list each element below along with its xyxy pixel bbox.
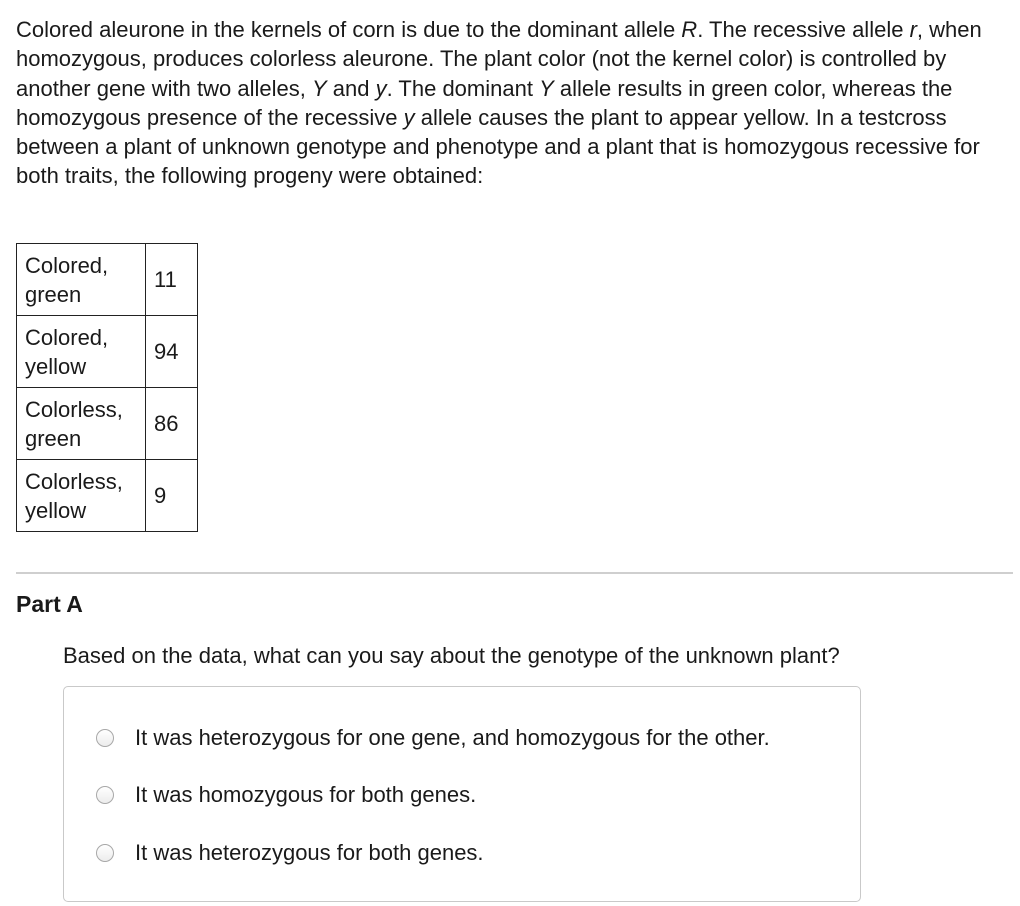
- table-row: [17, 244, 198, 316]
- answer-option-1[interactable]: [96, 723, 770, 752]
- table-row: [17, 316, 198, 388]
- option-label[interactable]: It was homozygous for both genes.: [135, 782, 477, 807]
- question-text: Based on the data, what can you say about the genotype of the unknown plant?: [63, 643, 840, 668]
- progeny-table: [16, 243, 198, 532]
- phenotype-cell: Colorless, green: [17, 388, 146, 460]
- radio-button[interactable]: [96, 786, 114, 804]
- phenotype-cell: Colorless, yellow: [17, 460, 146, 532]
- count-cell: 11: [146, 244, 198, 316]
- table-row: [17, 460, 198, 532]
- count-cell: 94: [146, 316, 198, 388]
- count-cell: 9: [146, 460, 198, 532]
- part-title: Part A: [16, 591, 83, 617]
- radio-button[interactable]: [96, 729, 114, 747]
- phenotype-cell: Colored, yellow: [17, 316, 146, 388]
- section-divider: [16, 572, 1013, 574]
- problem-statement: Colored aleurone in the kernels of corn is due to the dominant allele R. The recessive allele r, when homozygous, produces colorless aleurone. The plant color (not the kernel color) is controlled by another gene with two alleles, Y and y. The dominant Y allele results in green color, whereas the homozygous presence of the recessive y allele causes the plant to appear yellow. In a testcross between a plant of unknown genotype and phenotype and a plant that is homozygous recessive for both traits, the following progeny were obtained:: [16, 17, 982, 189]
- answer-options: [63, 686, 861, 902]
- answer-option-2[interactable]: [96, 780, 476, 809]
- radio-button[interactable]: [96, 844, 114, 862]
- option-label[interactable]: It was heterozygous for both genes.: [135, 840, 484, 865]
- table-row: [17, 388, 198, 460]
- answer-option-3[interactable]: [96, 838, 484, 867]
- phenotype-cell: Colored, green: [17, 244, 146, 316]
- count-cell: 86: [146, 388, 198, 460]
- option-label[interactable]: It was heterozygous for one gene, and homozygous for the other.: [135, 725, 770, 750]
